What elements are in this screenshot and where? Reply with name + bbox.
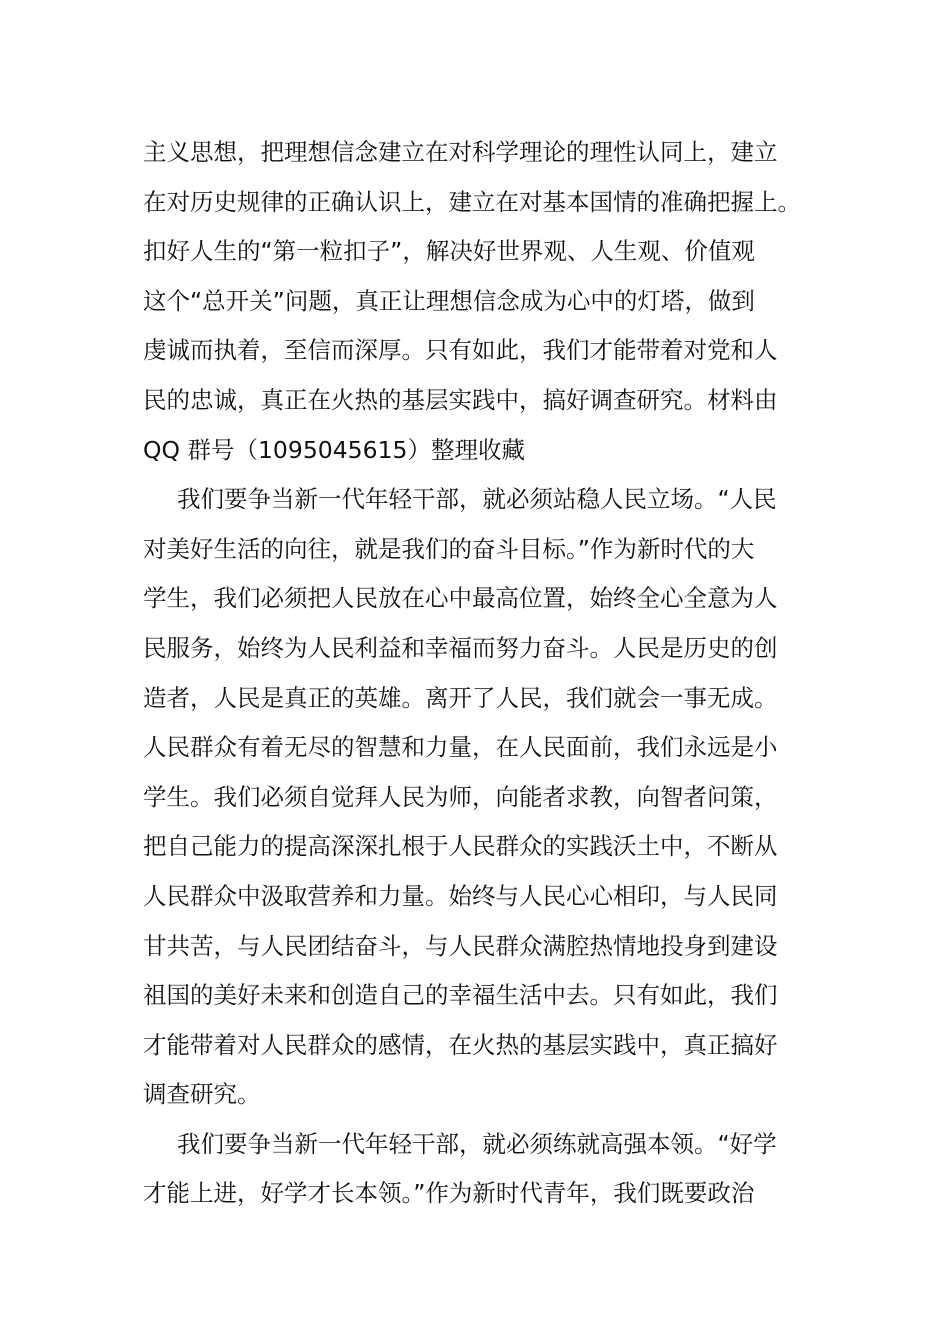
text-line: 我们要争当新一代年轻干部，就必须站稳人民立场。“人民 (177, 485, 777, 514)
text-line: 把自己能力的提高深深扎根于人民群众的实践沃土中，不断从 (143, 832, 778, 861)
text-line: 才能带着对人民群众的感情，在火热的基层实践中，真正搞好 (143, 1030, 778, 1059)
paragraph-2 (143, 475, 823, 1120)
text-line: 我们要争当新一代年轻干部，就必须练就高强本领。“好学 (177, 1129, 777, 1158)
text-line: 虔诚而执着，至信而深厚。只有如此，我们才能带着对党和人 (143, 336, 778, 365)
text-line: 人民群众中汲取营养和力量。始终与人民心心相印，与人民同 (143, 881, 778, 910)
text-line: 才能上进，好学才长本领。”作为新时代青年，我们既要政治 (143, 1179, 755, 1208)
text-line: 扣好人生的“第一粒扣子”，解决好世界观、人生观、价值观 (143, 237, 755, 266)
text-line: QQ 群号（1095045615）整理收藏 (143, 435, 525, 464)
paragraph-1 (143, 128, 823, 475)
text-line: 甘共苦，与人民团结奋斗，与人民群众满腔热情地投身到建设 (143, 931, 778, 960)
text-line: 民的忠诚，真正在火热的基层实践中，搞好调查研究。材料由 (143, 385, 778, 414)
body-text (143, 128, 823, 1219)
text-line: 调查研究。 (143, 1080, 261, 1109)
text-line: 这个“总开关”问题，真正让理想信念成为心中的灯塔，做到 (143, 286, 755, 315)
text-line: 对美好生活的向往，就是我们的奋斗目标。”作为新时代的大 (143, 534, 755, 563)
text-line: 造者，人民是真正的英雄。离开了人民，我们就会一事无成。 (143, 683, 778, 712)
text-line: 民服务，始终为人民利益和幸福而努力奋斗。人民是历史的创 (143, 633, 778, 662)
text-line: 在对历史规律的正确认识上，建立在对基本国情的准确把握上。 (143, 187, 801, 216)
text-line: 学生，我们必须把人民放在心中最高位置，始终全心全意为人 (143, 584, 778, 613)
text-line: 人民群众有着无尽的智慧和力量，在人民面前，我们永远是小 (143, 733, 778, 762)
paragraph-3 (143, 1120, 823, 1219)
text-line: 祖国的美好未来和创造自己的幸福生活中去。只有如此，我们 (143, 981, 778, 1010)
text-line: 学生。我们必须自觉拜人民为师，向能者求教，向智者问策， (143, 782, 778, 811)
text-line: 主义思想，把理想信念建立在对科学理论的理性认同上，建立 (143, 138, 778, 166)
